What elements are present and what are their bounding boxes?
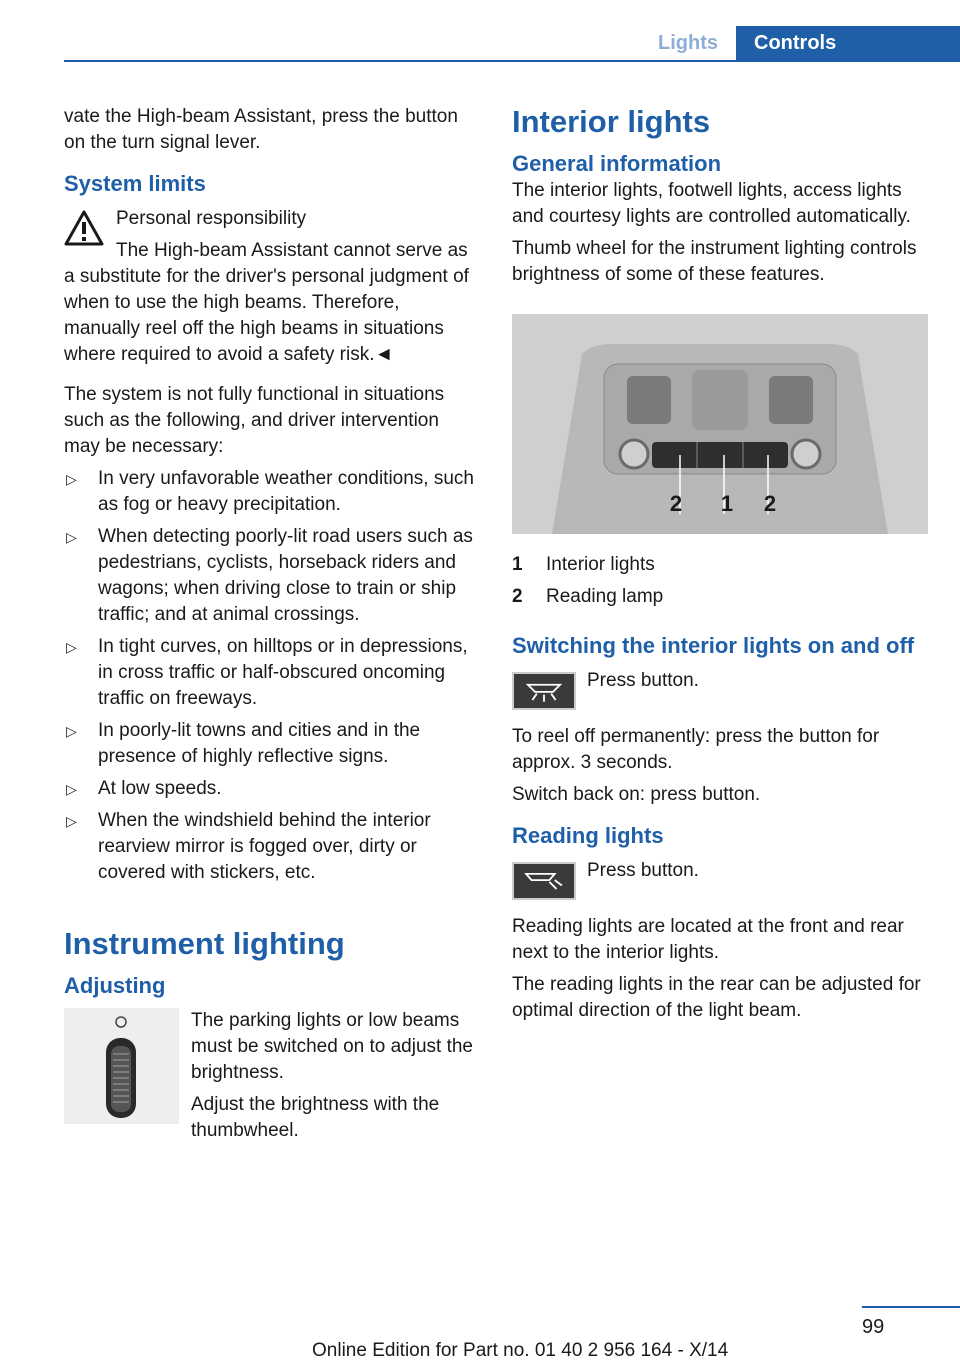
legend-number: 1 [512,554,523,575]
photo-label-right: 2 [763,491,777,516]
list-item: ▷ When the windshield behind the interior rearview mirror is fogged over, dirty or covered with stickers, etc. [66,810,431,883]
legend-label: Interior lights [546,554,655,575]
thumbwheel-figure [64,1008,476,1150]
system-limits-heading: System limits [64,171,206,196]
warning-block [64,206,476,368]
general-information-heading: General information [512,151,722,176]
switch-back-text: Switch back on: press button. [512,784,761,805]
bullet-triangle-icon: ▷ [66,639,77,655]
interior-button-row [512,668,930,710]
instrument-lighting-heading: Instrument lighting [64,926,345,961]
legend-label: Reading lamp [546,586,664,607]
list-item: ▷ In tight curves, on hilltops or in depressions, in cross traffic or half-obscured oncoming traffic on freeways. [66,636,468,709]
header-section-tab[interactable]: Lights [658,32,718,54]
right-column [512,104,930,1030]
interior-light-button-icon [512,672,576,710]
reading-light-button-icon [512,862,576,900]
thumbwheel-image [64,1008,179,1124]
list-item: ▷ In very unfavorable weather conditions, such as fog or heavy precipitation. [66,468,474,515]
list-item: ▷ At low speeds. [64,776,476,802]
bullet-triangle-icon: ▷ [66,813,77,829]
switching-heading: Switching the interior lights on and off [512,633,915,658]
press-button-text: Press button. [587,670,699,691]
overhead-console-photo [512,314,928,534]
photo-label-left: 2 [669,491,683,516]
page-number: 99 [862,1316,885,1338]
list-item: ▷ When detecting poorly-lit road users such as pedestrians, cyclists, horseback riders and wagons; when driving close to train or ship traffic; and at animal crossings. [66,526,473,625]
reading-button-row [512,858,930,900]
adjusting-text-2: Adjust the brightness with the thumbwheel. [191,1094,440,1141]
reading-text-1: Reading lights are located at the front and rear next to the interior lights. [512,916,904,963]
warning-title: Personal responsibility [116,208,307,229]
edition-text: Online Edition for Part no. 01 40 2 956 164 - X/14 [312,1340,729,1361]
adjusting-text-1: The parking lights or low beams must be switched on to adjust the brightness. [191,1010,473,1083]
header-chapter-tab[interactable]: Controls [736,26,960,62]
bullet-triangle-icon: ▷ [66,723,77,739]
left-column [64,104,476,1150]
limits-list [64,466,476,886]
legend-number: 2 [512,586,523,607]
reel-off-text: To reel off permanently: press the button for approx. 3 seconds. [512,726,880,773]
list-item: ▷ In poorly-lit towns and cities and in the presence of highly reflective signs. [66,720,421,767]
legend-item [512,552,930,578]
photo-label-center: 1 [720,491,734,516]
limits-intro: The system is not fully functional in situations such as the following, and driver intervention may be necessary: [64,384,445,457]
general-text-2: Thumb wheel for the instrument lighting controls brightness of some of these features. [512,238,917,285]
warning-triangle-icon [64,210,104,246]
reading-lights-heading: Reading lights [512,823,664,848]
legend-item [512,584,930,610]
adjusting-heading: Adjusting [64,973,166,998]
reading-press-text: Press button. [587,860,699,881]
intro-paragraph: vate the High-beam Assistant, press the button on the turn signal lever. [64,106,458,153]
general-text-1: The interior lights, footwell lights, access lights and courtesy lights are controlled automatically. [512,180,911,227]
footer-rule [862,1306,960,1308]
bullet-triangle-icon: ▷ [66,781,77,797]
reading-text-2: The reading lights in the rear can be adjusted for optimal direction of the light beam. [512,974,921,1021]
warning-text: The High-beam Assistant cannot serve as a substitute for the driver's personal judgment of when to use the high beams. Therefore, manually reel off the high beams in situations where required to avoid a safety risk.◄ [64,240,469,365]
interior-lights-heading: Interior lights [512,104,711,139]
bullet-triangle-icon: ▷ [66,529,77,545]
bullet-triangle-icon: ▷ [66,471,77,487]
